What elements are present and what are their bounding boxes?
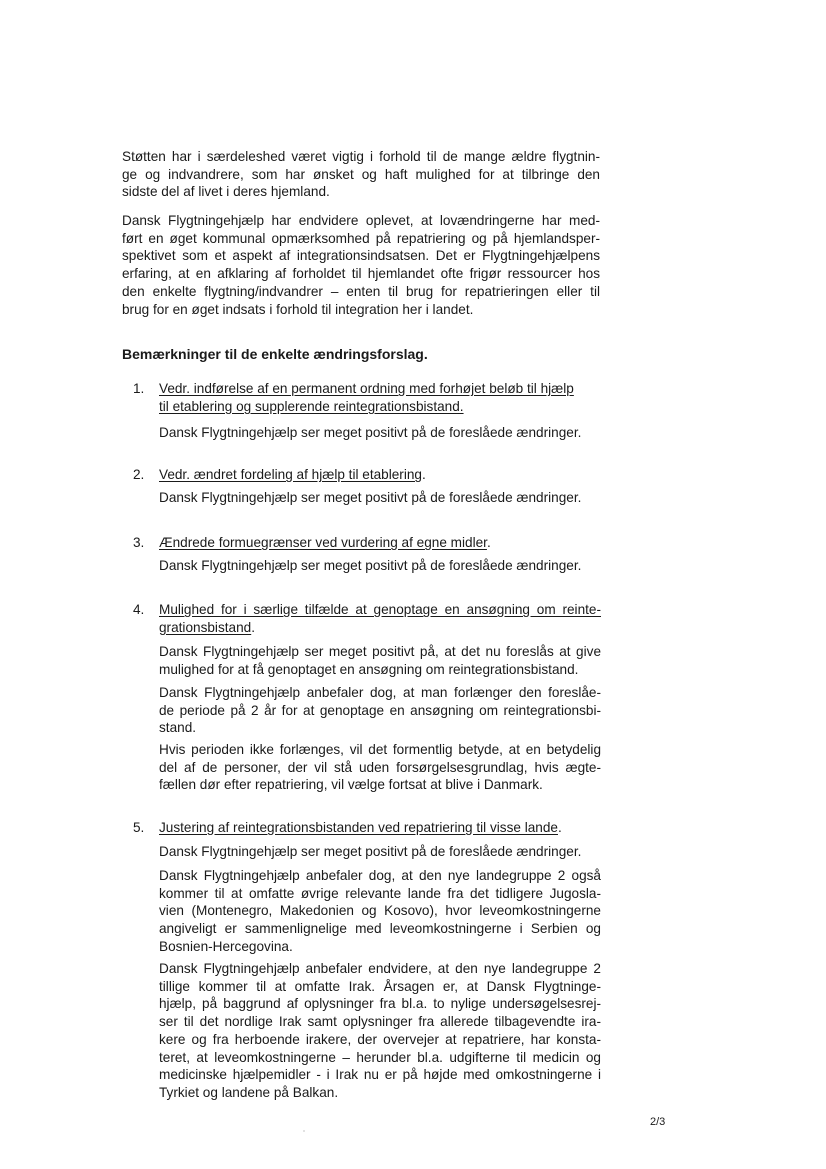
text-line: spektivet som et aspekt af integrationsindsatsen. Det er Flygtningehjælpens: [122, 248, 600, 264]
text-line: erfaring, at en afklaring af forholdet til hjemlandet ofte frigør ressourcer hos: [122, 266, 600, 282]
item-body-paragraph: [159, 424, 601, 442]
text-line: stand.: [159, 720, 197, 736]
item-body-paragraph: [159, 960, 601, 1102]
text-line: Dansk Flygtningehjælp har endvidere oplevet, at lovændringerne har med-: [122, 213, 600, 228]
item-title: [159, 601, 601, 636]
item-title: [159, 466, 601, 484]
item-title-tail: .: [486, 535, 491, 550]
intro-paragraph-2: [122, 212, 600, 318]
text-line: tillige kommer til at omfatte Irak. Årsagen er, at Dansk Flygtninge-: [159, 978, 601, 994]
item-number: 5.: [133, 820, 145, 835]
text-line: ser til det nordlige Irak samt oplysninger fra allerede tilbagevendte ira-: [159, 1014, 601, 1030]
item-body-paragraph: [159, 557, 601, 575]
item-title-tail: .: [557, 820, 562, 835]
item-number: 4.: [133, 602, 145, 617]
item-title-line: Ændrede formuegrænser ved vurdering af egne midler: [159, 535, 487, 550]
text-line: kere og fra herboende irakere, der overvejer at repatriere, har konsta-: [159, 1031, 601, 1047]
text-line: hjælp, på baggrund af oplysninger fra bl.a. to nylige undersøgelsesrej-: [159, 996, 601, 1012]
text-line: mulighed for at få genoptaget en ansøgning om reintegrationsbistand.: [159, 661, 579, 677]
item-title-line: Justering af reintegrationsbistanden ved repatriering til visse lande: [159, 820, 558, 835]
text-line: vien (Montenegro, Makedonien og Kosovo), hvor leveomkostningerne: [159, 903, 601, 919]
text-line: Hvis perioden ikke forlænges, vil det formentlig betyde, at en betydelig: [159, 742, 601, 757]
section-heading: Bemærkninger til de enkelte ændringsforslag.: [122, 346, 428, 362]
item-title-line: grationsbistand: [159, 619, 252, 635]
text-line: brug for en øget indsats i forhold til integration her i landet.: [122, 301, 474, 317]
item-title-line: Mulighed for i særlige tilfælde at genoptage en ansøgning om reinte-: [159, 602, 601, 617]
item-title-line: Vedr. ændret fordeling af hjælp til etablering: [159, 467, 422, 482]
text-line: Bosnien-Hercegovina.: [159, 938, 293, 954]
text-line: del af de personer, der vil stå uden forsørgelsesgrundlag, hvis ægte-: [159, 759, 601, 775]
item-number: 2.: [133, 467, 145, 482]
item-body-paragraph: [159, 643, 601, 678]
item-body-paragraph: [159, 843, 601, 861]
text-line: teret, at leveomkostningerne – herunder bl.a. udgifterne til medicin og: [159, 1049, 601, 1065]
item-title-tail: .: [421, 467, 426, 482]
text-line: ført en øget kommunal opmærksomhed på repatriering og på hjemlandsper-: [122, 230, 600, 246]
text-line: Tyrkiet og landene på Balkan.: [159, 1084, 339, 1100]
text-line: sidste del af livet i deres hjemland.: [122, 184, 330, 200]
item-title-line: Vedr. indførelse af en permanent ordning med forhøjet beløb til hjælp: [159, 381, 574, 396]
item-title: [159, 380, 601, 415]
text-line: den enkelte flygtning/indvandrer – enten til brug for repatrieringen eller til: [122, 283, 600, 299]
text-line: Støtten har i særdeleshed været vigtig i forhold til de mange ældre flygtnin-: [122, 149, 600, 164]
item-number: 3.: [133, 535, 145, 550]
text-line: Dansk Flygtningehjælp anbefaler endvidere, at den nye landegruppe 2: [159, 961, 601, 976]
item-title-tail: .: [251, 619, 255, 635]
text-line: Dansk Flygtningehjælp ser meget positivt på de foreslåede ændringer.: [159, 558, 582, 573]
page-number: 2/3: [650, 1116, 666, 1128]
text-line: fællen dør efter repatriering, vil vælge fortsat at blive i Danmark.: [159, 777, 543, 793]
scan-artifact: [303, 1130, 305, 1132]
item-body-paragraph: [159, 741, 601, 794]
text-line: Dansk Flygtningehjælp ser meget positivt på de foreslåede ændringer.: [159, 490, 582, 505]
text-line: Dansk Flygtningehjælp ser meget positivt på, at det nu foreslås at give: [159, 644, 601, 659]
intro-paragraph-1: [122, 148, 600, 201]
text-line: Dansk Flygtningehjælp ser meget positivt på de foreslåede ændringer.: [159, 844, 582, 859]
text-line: Dansk Flygtningehjælp anbefaler dog, at den nye landegruppe 2 også: [159, 868, 601, 883]
item-title: [159, 534, 601, 552]
text-line: Dansk Flygtningehjælp ser meget positivt på de foreslåede ændringer.: [159, 425, 582, 440]
item-body-paragraph: [159, 489, 601, 507]
text-line: angiveligt er sammenlignelige med leveomkostningerne i Serbien og: [159, 921, 601, 937]
text-line: Dansk Flygtningehjælp anbefaler dog, at man forlænger den foreslåe-: [159, 685, 601, 700]
text-line: de periode på 2 år for at genoptage en ansøgning om reintegrationsbi-: [159, 702, 601, 718]
item-number: 1.: [133, 381, 145, 396]
item-body-paragraph: [159, 684, 601, 737]
item-title: [159, 819, 601, 837]
text-line: kommer til at omfatte øvrige relevante lande fra det tidligere Jugosla-: [159, 885, 601, 901]
text-line: medicinske hjælpemidler - i Irak nu er på højde med omkostningerne i: [159, 1067, 601, 1083]
item-body-paragraph: [159, 867, 601, 956]
item-title-line: til etablering og supplerende reintegrationsbistand.: [159, 398, 464, 414]
text-line: ge og indvandrere, som har ønsket og haft mulighed for at tilbringe den: [122, 166, 600, 182]
